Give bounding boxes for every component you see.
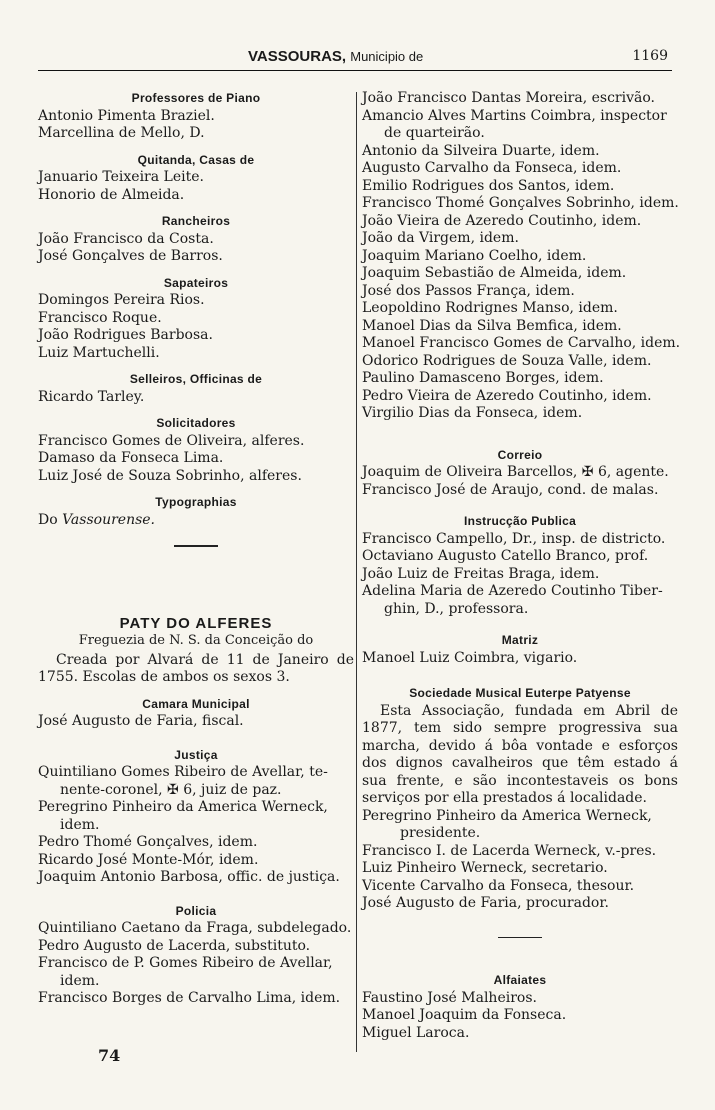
entry: Paulino Damasceno Borges, idem. [362,370,604,386]
place-title: PATY DO ALFERES [119,614,273,632]
section-heading-correio: Correio [497,447,543,462]
header-suffix: Municipio de [350,49,424,64]
entry: Ricardo Tarley. [38,388,145,405]
entry: Francisco José de Araujo, cond. de malas. [362,481,659,498]
entry: Peregrino Pinheiro da America Werneck, [38,799,328,815]
entry: José dos Passos França, idem. [362,282,575,299]
entry: Emilio Rodrigues dos Santos, idem. [362,177,615,194]
column-divider [356,92,357,1052]
entry: Francisco Borges de Carvalho Lima, idem. [38,990,341,1006]
section-rule [174,545,218,547]
entry: Pedro Augusto de Lacerda, substituto. [38,937,311,954]
entry: Domingos Pereira Rios. [38,292,205,308]
entry: Joaquim Antonio Barbosa, offic. de justiça. [38,869,340,885]
entry: João Francisco da Costa. [38,230,214,247]
entry: Vicente Carvalho da Fonseca, thesour. [362,877,635,894]
entry: de quarteirão. [384,125,485,141]
section-heading-professores: Professores de Piano [131,91,261,105]
entry: nente-coronel, ✠ 6, juiz de paz. [60,781,282,798]
place-description: Creada por Alvará de 11 de Janeiro de 1755. Escolas de ambos os sexos 3. [38,651,354,685]
section-heading-policia: Policia [175,903,217,918]
entry: Francisco Gomes de Oliveira, alferes. [38,432,305,449]
entry: Leopoldino Rodrignes Manso, idem. [362,300,618,316]
entry: José Gonçalves de Barros. [38,248,223,264]
entry: José Augusto de Faria, fiscal. [38,713,244,729]
entry: idem. [60,816,100,833]
entry: Quintiliano Gomes Ribeiro de Avellar, te- [38,764,328,780]
entry: João Vieira de Azeredo Coutinho, idem. [362,212,642,229]
entry: Manoel Luiz Coimbra, vigario. [362,649,578,666]
header-town-name: VASSOURAS, [248,48,347,65]
entry-prefix: Do [38,511,58,528]
entry: Luiz Pinheiro Werneck, secretario. [362,860,608,876]
entry: João da Virgem, idem. [362,230,519,246]
entry: João Luiz de Freitas Braga, idem. [362,565,600,582]
entry: Januario Teixeira Leite. [38,169,204,185]
section-heading-sapateiros: Sapateiros [163,275,229,290]
entry [38,512,354,530]
section-heading-matriz: Matriz [501,633,539,647]
entry: Francisco Thomé Gonçalves Sobrinho, idem. [362,195,679,211]
entry: Damaso da Fonseca Lima. [38,450,224,466]
place-subtitle: Freguezia de N. S. da Conceição do [78,633,314,648]
section-heading-solicitadores: Solicitadores [156,416,236,430]
entry: ghin, D., professora. [384,600,529,617]
entry-italic: Vassourense. [62,511,156,528]
section-heading-sociedade: Sociedade Musical Euterpe Patyense [409,686,631,700]
entry: Antonio da Silveira Duarte, idem. [362,142,600,159]
entry: Adelina Maria de Azeredo Coutinho Tiber- [362,583,663,599]
section-heading-rancheiros: Rancheiros [161,214,231,228]
entry: Francisco I. de Lacerda Werneck, v.-pres. [362,842,657,859]
entry: Joaquim Mariano Coelho, idem. [362,247,587,264]
running-header [38,48,672,71]
entry: presidente. [400,825,481,841]
entry: idem. [60,972,100,989]
right-column [362,90,681,1042]
entry: Francisco Campello, Dr., insp. de districto. [362,530,666,547]
entry: Manoel Dias da Silva Bemfica, idem. [362,317,622,334]
entry: Ricardo José Monte-Mór, idem. [38,851,259,868]
entry: José Augusto de Faria, procurador. [362,895,609,911]
entry: Joaquim de Oliveira Barcellos, ✠ 6, agente. [362,464,669,480]
section-heading-selleiros: Selleiros, Officinas de [129,372,263,386]
entry: Miguel Laroca. [362,1024,470,1041]
entry: Virgilio Dias da Fonseca, idem. [362,405,583,421]
section-heading-instrucao: Instrucção Publica [463,514,577,528]
entry: Luiz José de Souza Sobrinho, alferes. [38,467,302,484]
entry: Luiz Martuchelli. [38,344,160,361]
section-heading-justica: Justiça [174,747,218,762]
entry: João Francisco Dantas Moreira, escrivão. [362,90,655,106]
footer-page-number: 74 [98,1046,121,1065]
entry: Odorico Rodrigues de Souza Valle, idem. [362,352,652,369]
entry: Honorio de Almeida. [38,186,185,203]
entry: Marcellina de Mello, D. [38,125,205,141]
entry: Octaviano Augusto Catello Branco, prof. [362,548,649,564]
society-description: Esta Associação, fundada em Abril de 1877, tem sido sempre progressiva sua marcha, devido á bôa vontade e esforços dos dignos cavalheiros que têm estado á sua frente, e são incontestaveis os bons serviços por ella prestados á localidade. [362,702,678,806]
entry: Pedro Vieira de Azeredo Coutinho, idem. [362,387,652,404]
entry: Pedro Thomé Gonçalves, idem. [38,834,258,850]
section-heading-quitanda: Quitanda, Casas de [137,152,255,167]
entry: Augusto Carvalho da Fonseca, idem. [362,160,622,176]
entry: Francisco Roque. [38,309,162,326]
entry: Francisco de P. Gomes Ribeiro de Avellar, [38,955,333,971]
header-page-number: 1169 [632,48,668,64]
entry: Quintiliano Caetano da Fraga, subdelegado. [38,920,352,936]
entry: Joaquim Sebastião de Almeida, idem. [362,265,627,281]
section-heading-camara: Camara Municipal [142,696,250,711]
left-column [38,90,354,1008]
header-town [248,48,423,65]
section-heading-alfaiates: Alfaiates [493,973,547,987]
entry: Manoel Joaquim da Fonseca. [362,1007,567,1023]
entry: Antonio Pimenta Braziel. [38,107,215,124]
entry: Amancio Alves Martins Coimbra, inspector [362,107,667,124]
section-rule [498,937,542,939]
entry: João Rodrigues Barbosa. [38,327,213,343]
entry: Peregrino Pinheiro da America Werneck, [362,807,652,824]
entry: Faustino José Malheiros. [362,989,537,1006]
entry: Manoel Francisco Gomes de Carvalho, idem. [362,335,681,351]
section-heading-typographias: Typographias [155,495,237,509]
